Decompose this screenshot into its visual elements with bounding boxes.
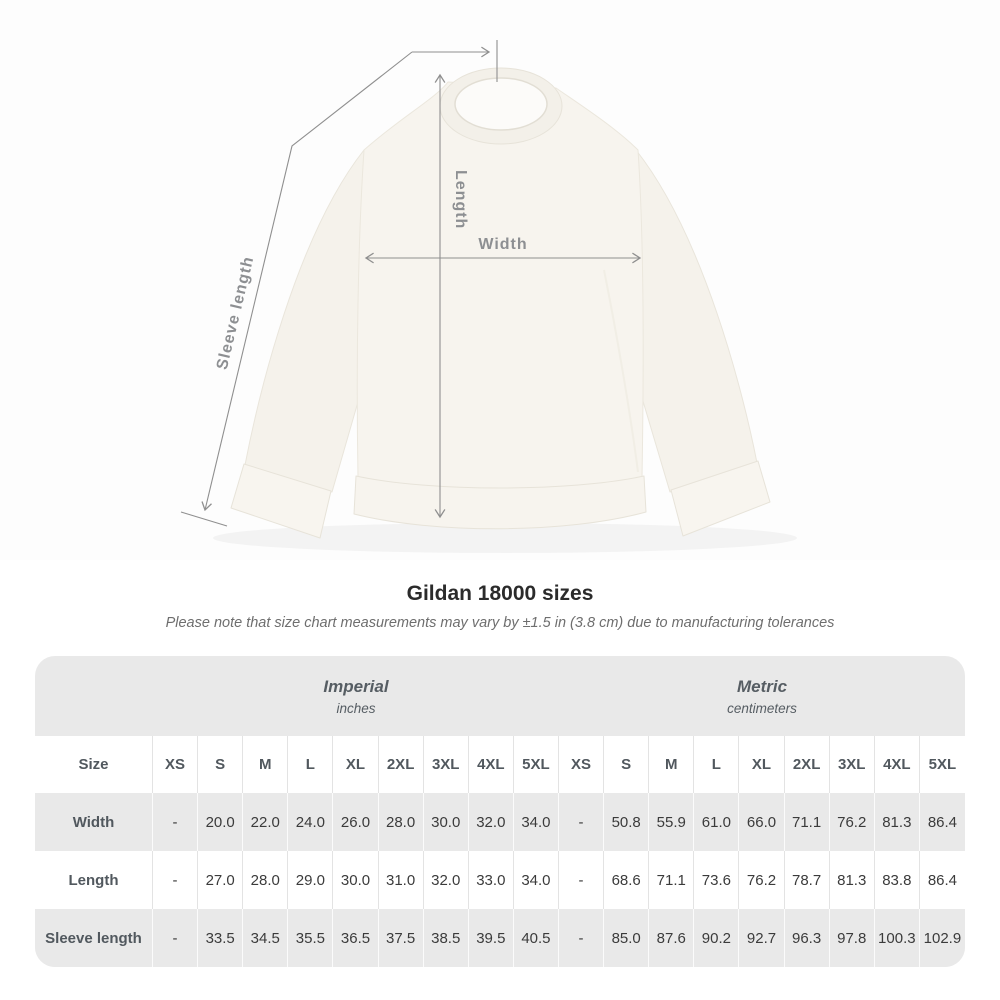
width-row-label: Width (35, 793, 153, 851)
metric-value-cell: 90.2 (694, 909, 739, 967)
sleeve-length-row-label: Sleeve length (35, 909, 153, 967)
metric-value-cell: 76.2 (830, 793, 875, 851)
page-title: Gildan 18000 sizes (406, 582, 594, 605)
imperial-value-cell: 29.0 (288, 851, 333, 909)
metric-value-cell: 68.6 (604, 851, 649, 909)
length-row (35, 851, 965, 909)
size-header-imperial-m: M (243, 736, 288, 793)
imperial-value-cell: - (153, 851, 198, 909)
metric-value-cell: 73.6 (694, 851, 739, 909)
metric-value-cell: 102.9 (923, 929, 962, 947)
metric-value-cell: 61.0 (694, 793, 739, 851)
sleeve-length-row (35, 909, 965, 967)
imperial-value-cell: 32.0 (469, 793, 514, 851)
size-header-metric-s: S (604, 736, 649, 793)
size-corner-label: Size (35, 736, 153, 793)
imperial-value-cell: 30.0 (424, 793, 469, 851)
metric-value-cell: 87.6 (649, 909, 694, 967)
metric-value-cell: - (559, 793, 604, 851)
metric-value-cell: 100.3 (875, 909, 920, 967)
size-header-metric-l: L (694, 736, 739, 793)
metric-header-unit: centimeters (727, 700, 797, 716)
unit-corner-cell (35, 656, 153, 736)
metric-value-cell: 96.3 (785, 909, 830, 967)
imperial-value-cell: 27.0 (198, 851, 243, 909)
metric-value-cell: 83.8 (875, 851, 920, 909)
size-table (35, 656, 965, 967)
size-header-metric-xs: XS (559, 736, 604, 793)
width-row (35, 793, 965, 851)
unit-header-row (35, 656, 965, 736)
size-header-imperial-xs: XS (153, 736, 198, 793)
metric-value-cell: 92.7 (739, 909, 784, 967)
sleeve-end-tick (181, 512, 227, 526)
metric-value-cell: 76.2 (739, 851, 784, 909)
sweatshirt-graphic (231, 68, 770, 538)
size-header-imperial-xl: XL (333, 736, 378, 793)
size-header-imperial-l: L (288, 736, 333, 793)
caption-block (0, 582, 1000, 631)
imperial-value-cell: 26.0 (333, 793, 378, 851)
imperial-value-cell: 33.0 (469, 851, 514, 909)
length-dimension-label: Length (452, 170, 469, 230)
sleeve-length-dimension-label: Sleeve length (213, 254, 258, 372)
imperial-value-cell: 33.5 (198, 909, 243, 967)
imperial-value-cell: 20.0 (198, 793, 243, 851)
size-header-metric-5xl: 5XL (928, 756, 957, 773)
imperial-header-name: Imperial (323, 676, 389, 696)
size-header-metric-4xl: 4XL (875, 736, 920, 793)
imperial-value-cell: 22.0 (243, 793, 288, 851)
tolerance-note: Please note that size chart measurements may vary by ±1.5 in (3.8 cm) due to manufacturing tolerances (165, 615, 835, 631)
size-header-metric-m: M (649, 736, 694, 793)
metric-value-cell: 78.7 (785, 851, 830, 909)
size-header-imperial-s: S (198, 736, 243, 793)
size-header-metric-2xl: 2XL (785, 736, 830, 793)
imperial-value-cell: 31.0 (379, 851, 424, 909)
imperial-value-cell: 34.5 (243, 909, 288, 967)
metric-value-cell: 81.3 (830, 851, 875, 909)
imperial-value-cell: 37.5 (379, 909, 424, 967)
imperial-value-cell: 32.0 (424, 851, 469, 909)
metric-value-cell: 55.9 (649, 793, 694, 851)
metric-value-cell: 50.8 (604, 793, 649, 851)
metric-value-cell: - (559, 851, 604, 909)
metric-value-cell: 81.3 (875, 793, 920, 851)
imperial-value-cell: 36.5 (333, 909, 378, 967)
metric-value-cell: 86.4 (927, 813, 958, 831)
imperial-value-cell: - (153, 793, 198, 851)
imperial-value-cell: 38.5 (424, 909, 469, 967)
imperial-value-cell: 34.0 (514, 851, 559, 909)
imperial-value-cell: 40.5 (514, 909, 559, 967)
size-header-imperial-3xl: 3XL (424, 736, 469, 793)
imperial-value-cell: 34.0 (514, 793, 559, 851)
imperial-value-cell: 28.0 (379, 793, 424, 851)
metric-value-cell: 71.1 (649, 851, 694, 909)
width-dimension-label: Width (478, 236, 528, 253)
metric-header-name: Metric (736, 676, 788, 696)
length-row-label: Length (35, 851, 153, 909)
imperial-value-cell: 28.0 (243, 851, 288, 909)
metric-header (559, 656, 965, 736)
imperial-value-cell: 24.0 (288, 793, 333, 851)
metric-value-cell: 71.1 (785, 793, 830, 851)
imperial-header-unit: inches (336, 700, 376, 716)
metric-value-cell: - (559, 909, 604, 967)
size-header-imperial-5xl: 5XL (514, 736, 559, 793)
metric-value-cell: 85.0 (604, 909, 649, 967)
size-header-row (35, 736, 965, 793)
imperial-value-cell: 35.5 (288, 909, 333, 967)
imperial-value-cell: 39.5 (469, 909, 514, 967)
metric-value-cell: 86.4 (927, 871, 958, 889)
imperial-header (153, 656, 559, 736)
collar-opening (455, 78, 547, 130)
size-header-metric-xl: XL (739, 736, 784, 793)
imperial-value-cell: - (153, 909, 198, 967)
size-header-imperial-4xl: 4XL (469, 736, 514, 793)
metric-value-cell: 97.8 (830, 909, 875, 967)
metric-value-cell: 66.0 (739, 793, 784, 851)
imperial-value-cell: 30.0 (333, 851, 378, 909)
size-header-metric-3xl: 3XL (830, 736, 875, 793)
size-header-imperial-2xl: 2XL (379, 736, 424, 793)
